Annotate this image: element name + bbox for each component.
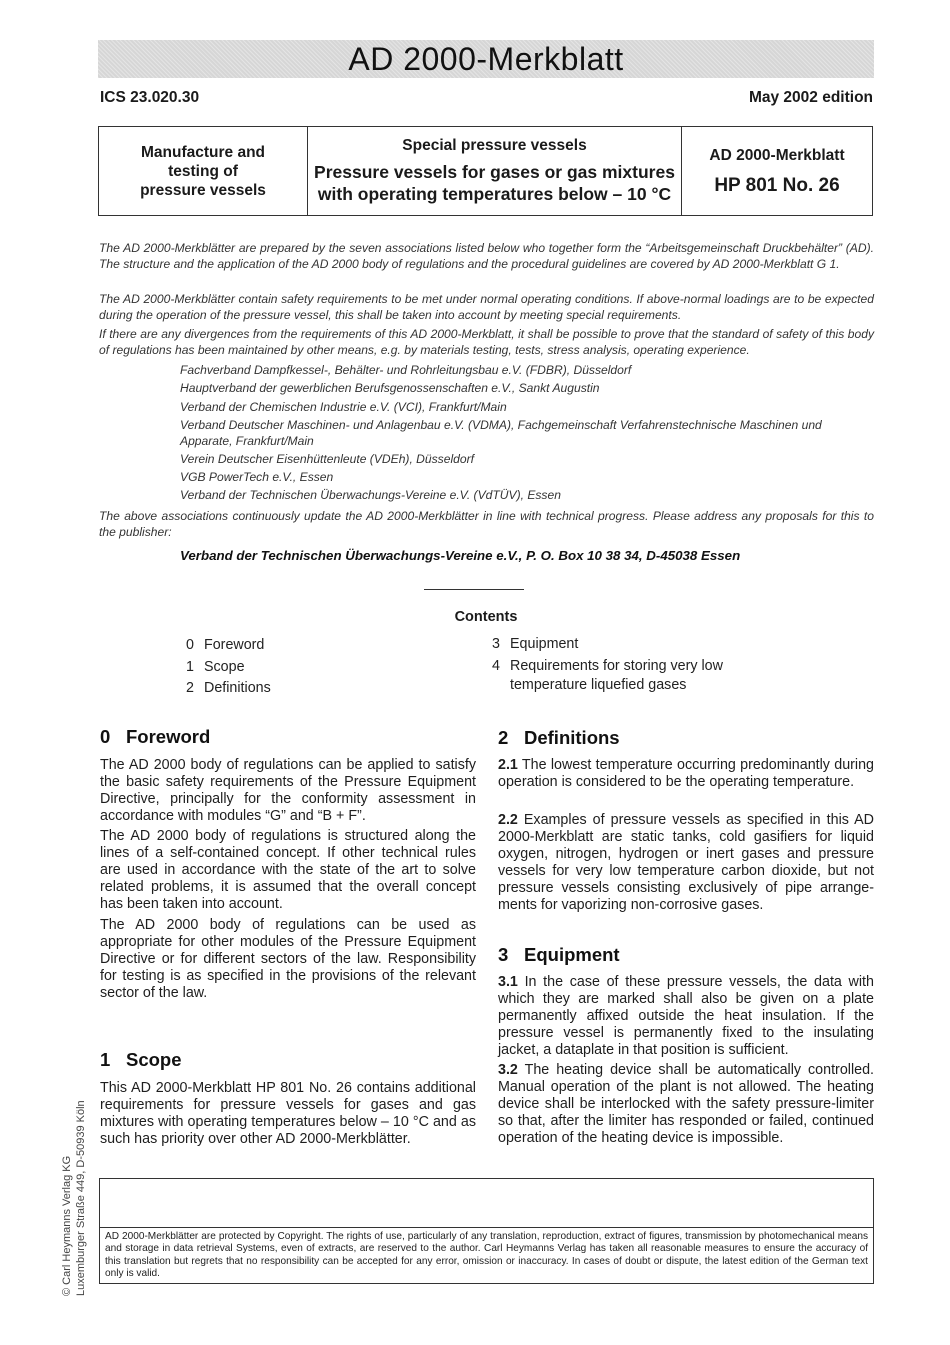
association-item: Verband Deutscher Maschinen- und Anlagenbau e.V. (VDMA), Fachgemeinschaft Verfahrenstechnische Maschinen und Apparate, Frankfurt/Main — [180, 418, 822, 448]
section-title: Equipment — [524, 944, 620, 965]
info-subject — [308, 127, 682, 215]
contents-title: Contents — [454, 609, 518, 625]
foreword-paragraph: The AD 2000 body of regulations is structured along the lines of a self-contained concept. If other technical rules are used in accordance with the state of the art to solve related problems, it is assumed that the overall concept has been taken into account. — [100, 828, 476, 912]
info-designation-series: AD 2000-Merkblatt — [709, 147, 845, 164]
document-title: AD 2000-Merkblatt — [348, 40, 624, 77]
clause-number: 2.2 — [498, 812, 518, 828]
contents-item-number: 1 — [186, 658, 194, 675]
info-designation — [682, 127, 872, 215]
ics-code: ICS 23.020.30 — [100, 89, 200, 106]
info-category-line: testing of — [168, 162, 238, 180]
info-title-line: Pressure vessels for gases or gas mixtures — [314, 162, 675, 182]
copyright-notice: AD 2000-Merkblätter are protected by Copyright. The rights of use, particularly of any translation, reproduction, extract of figures, transmission by photomechanical means and storage in data retrieval Systems, even of extracts, are reserved to the author. Carl Heymanns Verlag has taken all reasonable measures to ensure the accuracy of this translation but regrets that no responsibility can be accepted for any error, omission or inaccuracy. In cases of doubt or dispute, the latest edition of the German text only is valid. — [100, 1227, 873, 1283]
contents-item-label: Requirements for storing very low temperature liquefied gases — [510, 658, 723, 693]
contents-item-label: Definitions — [204, 680, 271, 697]
info-designation-number: HP 801 No. 26 — [714, 175, 840, 196]
publisher-sidebar — [60, 1100, 88, 1296]
foreword-paragraph: The AD 2000 body of regulations can be used as appropriate for other modules of the Pressure Equipment Directive or for different sectors of the law. Responsibility for testing is as specified in the provisions of the relevant sector of the law. — [100, 917, 476, 1001]
contents-item[interactable] — [186, 635, 436, 657]
meta-row — [100, 89, 873, 107]
info-title-line: with operating temperatures below – 10 °C — [317, 184, 672, 204]
contents-item[interactable] — [492, 635, 742, 654]
section-heading-equipment — [498, 944, 620, 966]
section-number: 1 — [100, 1049, 111, 1070]
clause-text: In the case of these pressure vessels, the data with which they are marked shall also be given on a plate permanently affixed outside the heat insulation. If the pressure vessel is permanently fixed to the insulating jacket, a dataplate in that position is sufficient. — [498, 974, 874, 1058]
clause-text: The heating device shall be automatically controlled. Manual operation of the plant is not allowed. The heating device shall be interlocked with the safety pressure-limiter so that, after the limiter has responded or failed, continued operation of the heating device is impossible. — [498, 1062, 874, 1146]
info-category-line: Manufacture and — [140, 143, 265, 161]
contents-item-number: 0 — [186, 637, 194, 653]
clause-text: Examples of pressure vessels as specified in this AD 2000-Merkblatt are static tanks, cold gasifiers for liquid oxygen, nitrogen, hydrogen or inert gases and pressure vessels for very low temperature carbon dioxide, but not pressure vessels consisting exclusively of pipe arrange- ments for vaporizing non-corrosive gases. — [498, 812, 874, 913]
contents-list-left — [186, 635, 436, 700]
association-item: VGB PowerTech e.V., Essen — [180, 470, 334, 484]
association-item: Verein Deutscher Eisenhüttenleute (VDEh), Düsseldorf — [180, 452, 474, 466]
publisher-address: Verband der Technischen Überwachungs-Vereine e.V., P. O. Box 10 38 34, D-45038 Essen — [180, 548, 741, 563]
association-item: Fachverband Dampfkessel-, Behälter- und Rohrleitungsbau e.V. (FDBR), Düsseldorf — [180, 363, 632, 377]
contents-item-number: 4 — [492, 658, 500, 674]
publisher-name: © Carl Heymanns Verlag KG — [61, 1155, 73, 1296]
contents-item-number: 2 — [186, 680, 194, 697]
contents-item-label: Equipment — [510, 636, 579, 652]
association-item: Hauptverband der gewerblichen Berufsgenossenschaften e.V., Sankt Augustin — [180, 381, 600, 395]
contents-item[interactable] — [186, 678, 436, 700]
copyright-box — [99, 1178, 874, 1284]
section-title: Definitions — [524, 727, 620, 748]
section-title: Foreword — [126, 726, 211, 747]
info-category — [99, 127, 308, 215]
info-category-line: pressure vessels — [140, 181, 266, 199]
association-item: Verband der Technischen Überwachungs-Vereine e.V. (VdTÜV), Essen — [180, 488, 561, 502]
section-heading-scope — [100, 1049, 182, 1071]
clause-number: 3.2 — [498, 1062, 518, 1078]
equipment-item — [498, 974, 874, 1059]
divider — [424, 589, 524, 590]
section-number: 0 — [100, 726, 111, 747]
foreword-paragraph: The AD 2000 body of regulations can be applied to satisfy the basic safety requirements of the Pressure Equipment Directive, principally for the conformity assessment in accordance with modules “G” and “B + F”. — [100, 757, 476, 824]
info-box — [98, 126, 873, 216]
contents-item[interactable] — [186, 657, 436, 679]
intro-paragraph: The above associations continuously update the AD 2000-Merkblätter in line with technical progress. Please address any proposals for this to the publisher: — [99, 509, 874, 539]
equipment-item — [498, 1062, 874, 1147]
contents-item-label: Foreword — [204, 637, 265, 653]
document-title-banner — [98, 40, 874, 78]
clause-number: 2.1 — [498, 757, 518, 773]
contents-list-right — [492, 635, 742, 695]
intro-paragraph: If there are any divergences from the requirements of this AD 2000-Merkblatt, it shall be possible to prove that the standard of safety of this body of regulations has been maintained by other means, e.g. by materials testing, tests, stress analysis, operating experience. — [99, 327, 874, 357]
contents-item-number: 3 — [492, 636, 500, 652]
contents-item-label: Scope — [204, 658, 245, 675]
section-heading-definitions — [498, 727, 620, 749]
association-item: Verband der Chemischen Industrie e.V. (VCI), Frankfurt/Main — [180, 400, 507, 414]
scope-paragraph: This AD 2000-Merkblatt HP 801 No. 26 contains additional requirements for pressure vessels for gases and gas mixtures with operating temperatures below – 10 °C and as such has priority over other AD 2000-Merkblätter. — [100, 1080, 476, 1147]
contents-item[interactable] — [492, 657, 742, 695]
info-subtitle: Special pressure vessels — [402, 137, 587, 154]
definition-item — [498, 757, 874, 791]
section-title: Scope — [126, 1049, 182, 1070]
section-heading-foreword — [100, 726, 210, 748]
intro-paragraph: The AD 2000-Merkblätter contain safety requirements to be met under normal operating conditions. If above-normal loadings are to be expected during the operation of the pressure vessel, this shall be taken into account by meeting special requirements. — [99, 292, 874, 322]
intro-paragraph: The AD 2000-Merkblätter are prepared by the seven associations listed below who together form the “Arbeitsgemeinschaft Druckbehälter” (AD). The structure and the application of the AD 2000 body of regulations and the procedural guidelines are covered by AD 2000-Merkblatt G 1. — [99, 241, 874, 271]
clause-number: 3.1 — [498, 974, 518, 990]
section-number: 3 — [498, 944, 509, 965]
section-number: 2 — [498, 727, 509, 748]
clause-text: The lowest temperature occurring predominantly during operation is considered to be the operating temperature. — [498, 757, 874, 790]
definition-item — [498, 812, 874, 914]
edition: May 2002 edition — [748, 89, 873, 106]
publisher-address-line: Luxemburger Straße 449, D-50939 Köln — [75, 1100, 87, 1296]
